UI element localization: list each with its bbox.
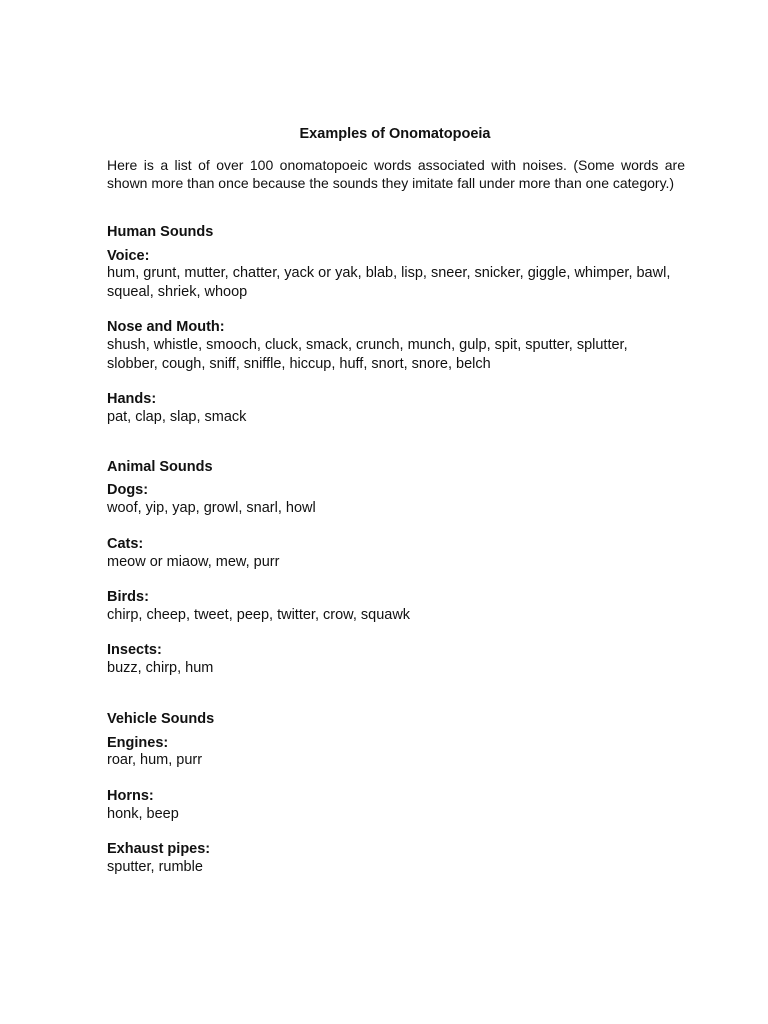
intro-paragraph: Here is a list of over 100 onomatopoeic words associated with noises. (Some words are shown more than once because the sounds they imitate fall under more than one category.) [107, 157, 685, 191]
category-words-voice: hum, grunt, mutter, chatter, yack or yak, blab, lisp, sneer, snicker, giggle, whimper, bawl, squeal, shriek, whoop [107, 265, 671, 300]
category-words-hands: pat, clap, slap, smack [107, 409, 247, 425]
category-label-dogs: Dogs: [107, 482, 149, 498]
section-heading-animal-sounds: Animal Sounds [107, 459, 213, 475]
category-words-cats: meow or miaow, mew, purr [107, 554, 280, 570]
document-title: Examples of Onomatopoeia [299, 126, 491, 142]
category-words-dogs: woof, yip, yap, growl, snarl, howl [107, 500, 316, 516]
category-label-cats: Cats: [107, 536, 144, 552]
category-label-hands: Hands: [107, 391, 157, 407]
category-label-exhaust-pipes: Exhaust pipes: [107, 841, 211, 857]
category-label-voice: Voice: [107, 248, 150, 264]
category-words-horns: honk, beep [107, 806, 179, 822]
category-words-engines: roar, hum, purr [107, 752, 203, 768]
category-words-insects: buzz, chirp, hum [107, 660, 214, 676]
category-words-birds: chirp, cheep, tweet, peep, twitter, crow, squawk [107, 607, 411, 623]
category-label-engines: Engines: [107, 735, 169, 751]
category-label-insects: Insects: [107, 642, 162, 658]
category-label-horns: Horns: [107, 788, 154, 804]
category-words-nose-and-mouth: shush, whistle, smooch, cluck, smack, crunch, munch, gulp, spit, sputter, splutter, slobber, cough, sniff, sniffle, hiccup, huff, snort, snore, belch [107, 337, 628, 372]
section-heading-vehicle-sounds: Vehicle Sounds [107, 711, 215, 727]
category-label-nose-and-mouth: Nose and Mouth: [107, 319, 225, 335]
section-heading-human-sounds: Human Sounds [107, 224, 214, 240]
category-words-exhaust-pipes: sputter, rumble [107, 859, 203, 875]
category-label-birds: Birds: [107, 589, 149, 605]
